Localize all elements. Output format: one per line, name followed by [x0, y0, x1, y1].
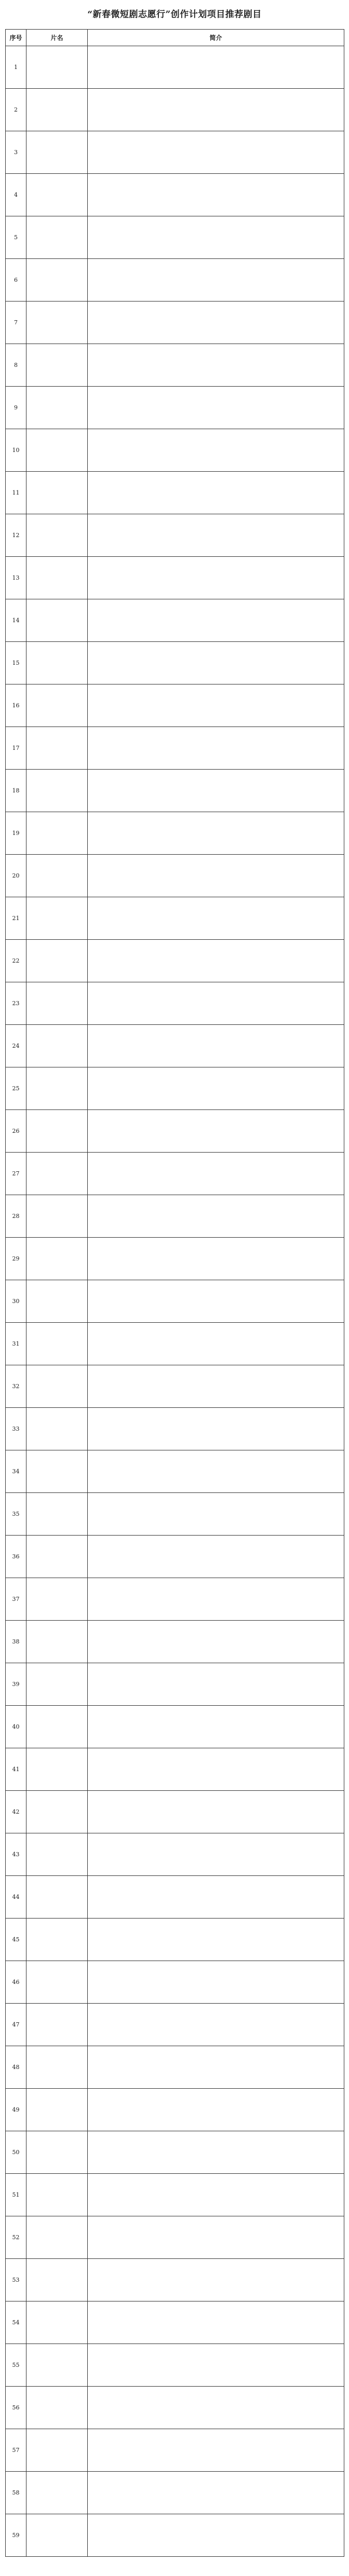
row-number: 52	[6, 2216, 26, 2259]
row-number: 56	[6, 2387, 26, 2429]
row-number: 28	[6, 1195, 26, 1238]
drama-title	[26, 2174, 88, 2216]
drama-title	[26, 2089, 88, 2131]
drama-synopsis	[88, 940, 344, 982]
row-number: 51	[6, 2174, 26, 2216]
drama-title	[26, 514, 88, 557]
table-row	[6, 1280, 344, 1323]
drama-title	[26, 982, 88, 1025]
row-number: 21	[6, 897, 26, 940]
table-row	[6, 2131, 344, 2174]
row-number: 39	[6, 1663, 26, 1706]
table-row	[6, 1493, 344, 1536]
row-number: 26	[6, 1110, 26, 1153]
row-number: 15	[6, 642, 26, 684]
table-row	[6, 387, 344, 429]
table-row	[6, 2387, 344, 2429]
row-number: 48	[6, 2046, 26, 2089]
row-number: 57	[6, 2429, 26, 2472]
drama-synopsis	[88, 1876, 344, 1919]
drama-synopsis	[88, 89, 344, 131]
row-number: 16	[6, 684, 26, 727]
table-row	[6, 897, 344, 940]
drama-title	[26, 1663, 88, 1706]
row-number: 19	[6, 812, 26, 855]
header-title: 片名	[26, 30, 88, 46]
drama-title	[26, 2344, 88, 2387]
row-number: 10	[6, 429, 26, 472]
drama-title	[26, 1067, 88, 1110]
table-row	[6, 770, 344, 812]
drama-title	[26, 302, 88, 344]
drama-title	[26, 429, 88, 472]
drama-synopsis	[88, 1578, 344, 1621]
row-number: 1	[6, 46, 26, 89]
row-number: 30	[6, 1280, 26, 1323]
drama-title	[26, 1919, 88, 1961]
drama-title	[26, 2004, 88, 2046]
drama-title	[26, 727, 88, 770]
drama-synopsis	[88, 1493, 344, 1536]
table-row	[6, 46, 344, 89]
table-row	[6, 2046, 344, 2089]
table-row	[6, 1791, 344, 1833]
drama-title	[26, 1365, 88, 1408]
row-number: 27	[6, 1153, 26, 1195]
table-body	[6, 46, 344, 2557]
drama-synopsis	[88, 2514, 344, 2557]
page-title: “新春微短剧志愿行”创作计划项目推荐剧目	[87, 9, 262, 20]
table-row	[6, 1365, 344, 1408]
row-number: 6	[6, 259, 26, 302]
drama-title	[26, 1280, 88, 1323]
table-row	[6, 1067, 344, 1110]
drama-title	[26, 1323, 88, 1365]
drama-title	[26, 770, 88, 812]
drama-synopsis	[88, 2004, 344, 2046]
drama-synopsis	[88, 2301, 344, 2344]
row-number: 54	[6, 2301, 26, 2344]
drama-synopsis	[88, 1748, 344, 1791]
drama-title	[26, 1876, 88, 1919]
table-row	[6, 1238, 344, 1280]
drama-title	[26, 174, 88, 216]
table-row	[6, 1195, 344, 1238]
table-row	[6, 2344, 344, 2387]
row-number: 13	[6, 557, 26, 599]
recommendation-table	[5, 29, 344, 2557]
drama-title	[26, 2429, 88, 2472]
row-number: 20	[6, 855, 26, 897]
row-number: 14	[6, 599, 26, 642]
table-row	[6, 2216, 344, 2259]
drama-synopsis	[88, 2429, 344, 2472]
drama-title	[26, 131, 88, 174]
drama-title	[26, 642, 88, 684]
table-row	[6, 1536, 344, 1578]
table-row	[6, 1663, 344, 1706]
drama-title	[26, 1748, 88, 1791]
drama-synopsis	[88, 1961, 344, 2004]
drama-title	[26, 89, 88, 131]
row-number: 37	[6, 1578, 26, 1621]
drama-synopsis	[88, 770, 344, 812]
drama-synopsis	[88, 2089, 344, 2131]
drama-synopsis	[88, 472, 344, 514]
table-row	[6, 727, 344, 770]
drama-title	[26, 1025, 88, 1067]
row-number: 45	[6, 1919, 26, 1961]
table-row	[6, 1748, 344, 1791]
drama-synopsis	[88, 1365, 344, 1408]
drama-title	[26, 472, 88, 514]
table-row	[6, 2089, 344, 2131]
drama-synopsis	[88, 2472, 344, 2514]
row-number: 17	[6, 727, 26, 770]
table-row	[6, 344, 344, 387]
row-number: 24	[6, 1025, 26, 1067]
table-row	[6, 1919, 344, 1961]
row-number: 3	[6, 131, 26, 174]
drama-title	[26, 1791, 88, 1833]
drama-title	[26, 387, 88, 429]
drama-synopsis	[88, 1621, 344, 1663]
drama-synopsis	[88, 1323, 344, 1365]
drama-title	[26, 1153, 88, 1195]
table-row	[6, 472, 344, 514]
row-number: 53	[6, 2259, 26, 2301]
drama-synopsis	[88, 1067, 344, 1110]
row-number: 7	[6, 302, 26, 344]
table-row	[6, 514, 344, 557]
drama-title	[26, 897, 88, 940]
drama-synopsis	[88, 982, 344, 1025]
drama-synopsis	[88, 1238, 344, 1280]
drama-synopsis	[88, 174, 344, 216]
table-row	[6, 982, 344, 1025]
row-number: 12	[6, 514, 26, 557]
drama-synopsis	[88, 1195, 344, 1238]
drama-synopsis	[88, 2216, 344, 2259]
table-row	[6, 259, 344, 302]
drama-title	[26, 1408, 88, 1450]
row-number: 31	[6, 1323, 26, 1365]
table-row	[6, 1833, 344, 1876]
table-row	[6, 557, 344, 599]
drama-synopsis	[88, 2344, 344, 2387]
table-row	[6, 812, 344, 855]
drama-title	[26, 1110, 88, 1153]
drama-synopsis	[88, 429, 344, 472]
drama-title	[26, 557, 88, 599]
table-row	[6, 2301, 344, 2344]
row-number: 47	[6, 2004, 26, 2046]
table-row	[6, 89, 344, 131]
row-number: 9	[6, 387, 26, 429]
row-number: 4	[6, 174, 26, 216]
drama-title	[26, 1195, 88, 1238]
table-row	[6, 1110, 344, 1153]
table-row	[6, 1578, 344, 1621]
row-number: 34	[6, 1450, 26, 1493]
drama-synopsis	[88, 1450, 344, 1493]
drama-synopsis	[88, 302, 344, 344]
row-number: 41	[6, 1748, 26, 1791]
table-row	[6, 1153, 344, 1195]
table-row	[6, 1961, 344, 2004]
drama-title	[26, 2131, 88, 2174]
drama-synopsis	[88, 1833, 344, 1876]
table-row	[6, 1408, 344, 1450]
table-row	[6, 1876, 344, 1919]
drama-synopsis	[88, 2387, 344, 2429]
drama-synopsis	[88, 216, 344, 259]
row-number: 36	[6, 1536, 26, 1578]
drama-title	[26, 855, 88, 897]
drama-synopsis	[88, 1110, 344, 1153]
drama-title	[26, 2387, 88, 2429]
table-row	[6, 302, 344, 344]
table-row	[6, 174, 344, 216]
row-number: 2	[6, 89, 26, 131]
drama-title	[26, 2259, 88, 2301]
table-row	[6, 2472, 344, 2514]
drama-title	[26, 684, 88, 727]
table-row	[6, 1621, 344, 1663]
drama-synopsis	[88, 727, 344, 770]
row-number: 42	[6, 1791, 26, 1833]
drama-synopsis	[88, 387, 344, 429]
row-number: 11	[6, 472, 26, 514]
drama-synopsis	[88, 1791, 344, 1833]
table-row	[6, 216, 344, 259]
header-synopsis: 简介	[88, 30, 344, 46]
drama-title	[26, 1833, 88, 1876]
drama-title	[26, 940, 88, 982]
drama-synopsis	[88, 557, 344, 599]
row-number: 29	[6, 1238, 26, 1280]
table-row	[6, 599, 344, 642]
drama-synopsis	[88, 259, 344, 302]
table-header-row	[6, 30, 344, 46]
drama-title	[26, 2046, 88, 2089]
drama-title	[26, 599, 88, 642]
drama-title	[26, 1621, 88, 1663]
drama-title	[26, 259, 88, 302]
table-row	[6, 2259, 344, 2301]
row-number: 44	[6, 1876, 26, 1919]
drama-title	[26, 1706, 88, 1748]
row-number: 32	[6, 1365, 26, 1408]
drama-synopsis	[88, 46, 344, 89]
table-row	[6, 131, 344, 174]
drama-synopsis	[88, 1153, 344, 1195]
drama-synopsis	[88, 1663, 344, 1706]
row-number: 49	[6, 2089, 26, 2131]
table-row	[6, 1450, 344, 1493]
table-row	[6, 2004, 344, 2046]
table-row	[6, 684, 344, 727]
table-row	[6, 2429, 344, 2472]
table-row	[6, 1706, 344, 1748]
table-row	[6, 429, 344, 472]
row-number: 33	[6, 1408, 26, 1450]
drama-title	[26, 1578, 88, 1621]
drama-title	[26, 216, 88, 259]
row-number: 38	[6, 1621, 26, 1663]
drama-title	[26, 1493, 88, 1536]
row-number: 8	[6, 344, 26, 387]
drama-title	[26, 344, 88, 387]
drama-title	[26, 1450, 88, 1493]
row-number: 40	[6, 1706, 26, 1748]
table-row	[6, 855, 344, 897]
row-number: 59	[6, 2514, 26, 2557]
row-number: 22	[6, 940, 26, 982]
table-row	[6, 2174, 344, 2216]
drama-synopsis	[88, 1919, 344, 1961]
row-number: 5	[6, 216, 26, 259]
row-number: 18	[6, 770, 26, 812]
drama-synopsis	[88, 855, 344, 897]
drama-title	[26, 2301, 88, 2344]
drama-synopsis	[88, 344, 344, 387]
drama-title	[26, 2216, 88, 2259]
drama-synopsis	[88, 131, 344, 174]
drama-synopsis	[88, 812, 344, 855]
drama-synopsis	[88, 1280, 344, 1323]
header-number: 序号	[6, 30, 26, 46]
drama-synopsis	[88, 2174, 344, 2216]
row-number: 23	[6, 982, 26, 1025]
drama-synopsis	[88, 1408, 344, 1450]
drama-synopsis	[88, 599, 344, 642]
drama-synopsis	[88, 2046, 344, 2089]
table-row	[6, 1323, 344, 1365]
drama-title	[26, 2472, 88, 2514]
drama-title	[26, 1238, 88, 1280]
row-number: 35	[6, 1493, 26, 1536]
drama-synopsis	[88, 684, 344, 727]
drama-synopsis	[88, 642, 344, 684]
drama-title	[26, 2514, 88, 2557]
drama-title	[26, 1536, 88, 1578]
table-row	[6, 1025, 344, 1067]
drama-synopsis	[88, 2131, 344, 2174]
drama-synopsis	[88, 1706, 344, 1748]
table-row	[6, 2514, 344, 2557]
drama-synopsis	[88, 2259, 344, 2301]
row-number: 50	[6, 2131, 26, 2174]
drama-synopsis	[88, 514, 344, 557]
drama-synopsis	[88, 1025, 344, 1067]
row-number: 25	[6, 1067, 26, 1110]
drama-synopsis	[88, 1536, 344, 1578]
row-number: 46	[6, 1961, 26, 2004]
row-number: 55	[6, 2344, 26, 2387]
drama-synopsis	[88, 897, 344, 940]
drama-title	[26, 812, 88, 855]
table-row	[6, 940, 344, 982]
drama-title	[26, 46, 88, 89]
row-number: 58	[6, 2472, 26, 2514]
table-row	[6, 642, 344, 684]
drama-title	[26, 1961, 88, 2004]
row-number: 43	[6, 1833, 26, 1876]
